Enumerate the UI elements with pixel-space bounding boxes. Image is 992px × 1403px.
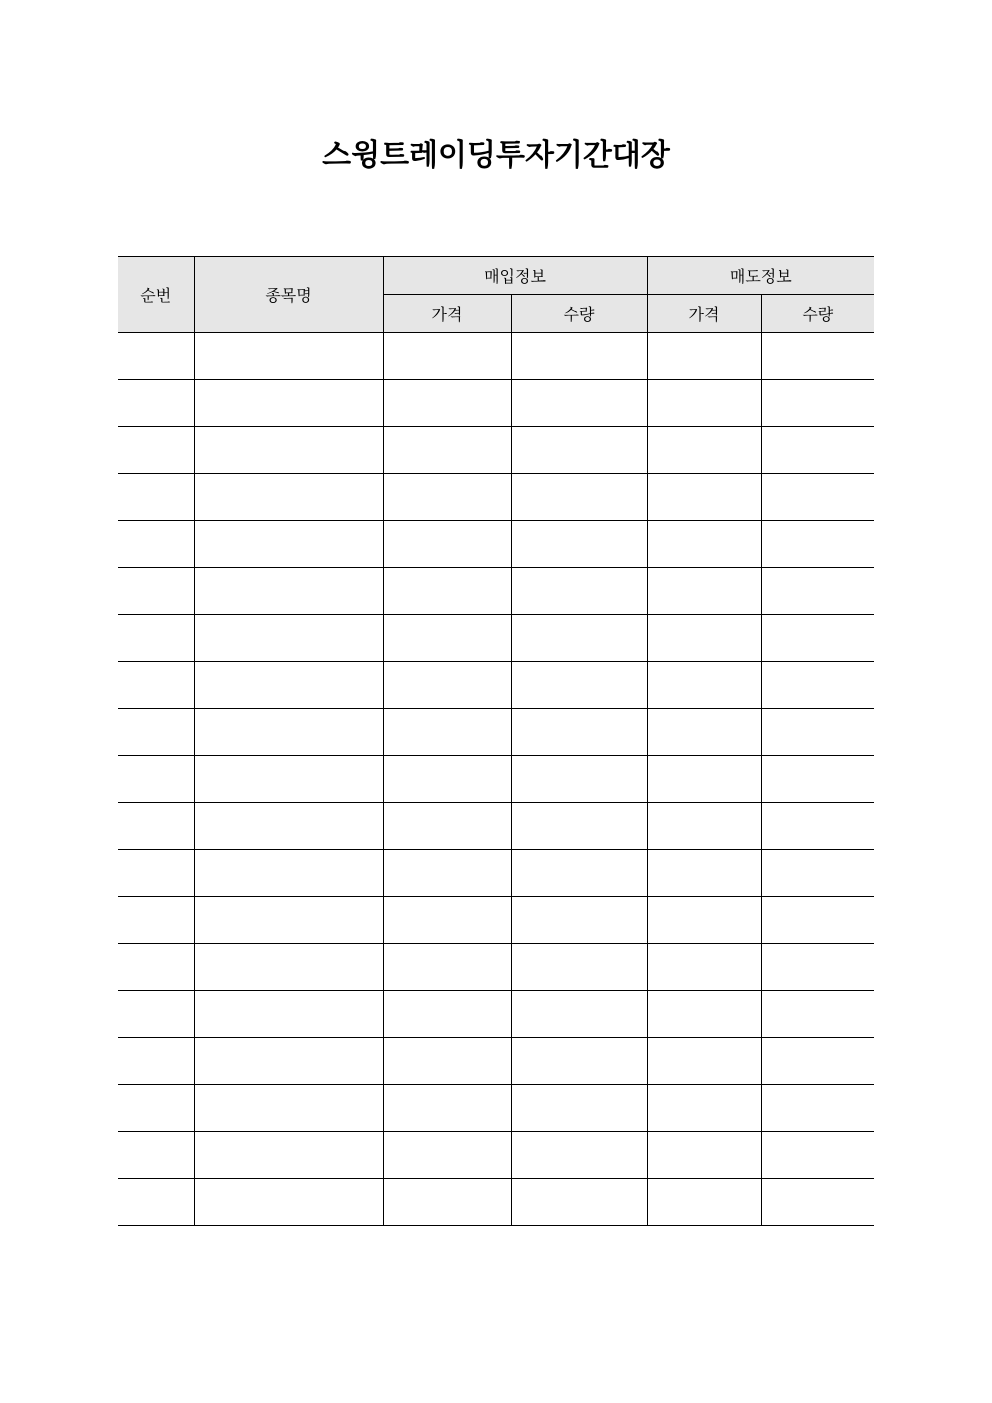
table-row bbox=[118, 568, 874, 615]
document-title: 스윙트레이딩투자기간대장 bbox=[322, 138, 670, 173]
header-row-group bbox=[118, 257, 874, 295]
header-buy-info: 매입정보 bbox=[383, 257, 647, 295]
cell-sell-price[interactable] bbox=[647, 803, 761, 850]
header-buy-price: 가격 bbox=[383, 295, 511, 333]
cell-seq[interactable] bbox=[118, 615, 194, 662]
cell-sell-price[interactable] bbox=[647, 1085, 761, 1132]
trading-ledger-table bbox=[118, 256, 874, 1226]
table-row bbox=[118, 991, 874, 1038]
cell-buy-price[interactable] bbox=[383, 615, 511, 662]
table-row bbox=[118, 756, 874, 803]
cell-buy-qty[interactable] bbox=[511, 944, 647, 991]
cell-buy-price[interactable] bbox=[383, 709, 511, 756]
cell-seq[interactable] bbox=[118, 1085, 194, 1132]
cell-sell-qty[interactable] bbox=[761, 615, 874, 662]
cell-item-name[interactable] bbox=[194, 709, 383, 756]
header-item-name: 종목명 bbox=[194, 257, 383, 333]
cell-sell-qty[interactable] bbox=[761, 380, 874, 427]
header-buy-qty: 수량 bbox=[511, 295, 647, 333]
cell-buy-qty[interactable] bbox=[511, 709, 647, 756]
cell-buy-price[interactable] bbox=[383, 568, 511, 615]
cell-item-name[interactable] bbox=[194, 1179, 383, 1226]
header-seq: 순번 bbox=[118, 257, 194, 333]
cell-buy-qty[interactable] bbox=[511, 803, 647, 850]
cell-item-name[interactable] bbox=[194, 474, 383, 521]
cell-sell-qty[interactable] bbox=[761, 1179, 874, 1226]
cell-buy-qty[interactable] bbox=[511, 380, 647, 427]
cell-sell-price[interactable] bbox=[647, 521, 761, 568]
cell-buy-qty[interactable] bbox=[511, 662, 647, 709]
cell-seq[interactable] bbox=[118, 991, 194, 1038]
cell-buy-qty[interactable] bbox=[511, 427, 647, 474]
table-row bbox=[118, 709, 874, 756]
cell-sell-qty[interactable] bbox=[761, 333, 874, 380]
cell-buy-price[interactable] bbox=[383, 333, 511, 380]
cell-item-name[interactable] bbox=[194, 1038, 383, 1085]
table-row bbox=[118, 1132, 874, 1179]
cell-sell-qty[interactable] bbox=[761, 1038, 874, 1085]
cell-sell-price[interactable] bbox=[647, 897, 761, 944]
table-row bbox=[118, 1179, 874, 1226]
cell-seq[interactable] bbox=[118, 850, 194, 897]
cell-item-name[interactable] bbox=[194, 944, 383, 991]
cell-seq[interactable] bbox=[118, 897, 194, 944]
cell-sell-qty[interactable] bbox=[761, 991, 874, 1038]
table-row bbox=[118, 474, 874, 521]
cell-item-name[interactable] bbox=[194, 897, 383, 944]
cell-buy-price[interactable] bbox=[383, 380, 511, 427]
cell-sell-price[interactable] bbox=[647, 380, 761, 427]
table-row bbox=[118, 380, 874, 427]
cell-buy-qty[interactable] bbox=[511, 756, 647, 803]
cell-item-name[interactable] bbox=[194, 991, 383, 1038]
cell-buy-price[interactable] bbox=[383, 474, 511, 521]
cell-buy-price[interactable] bbox=[383, 1085, 511, 1132]
cell-buy-qty[interactable] bbox=[511, 474, 647, 521]
cell-item-name[interactable] bbox=[194, 803, 383, 850]
cell-item-name[interactable] bbox=[194, 850, 383, 897]
cell-sell-price[interactable] bbox=[647, 1179, 761, 1226]
cell-buy-qty[interactable] bbox=[511, 991, 647, 1038]
header-sell-qty: 수량 bbox=[761, 295, 874, 333]
cell-buy-qty[interactable] bbox=[511, 333, 647, 380]
cell-seq[interactable] bbox=[118, 427, 194, 474]
cell-item-name[interactable] bbox=[194, 333, 383, 380]
cell-seq[interactable] bbox=[118, 1179, 194, 1226]
table-row bbox=[118, 803, 874, 850]
cell-buy-price[interactable] bbox=[383, 850, 511, 897]
cell-seq[interactable] bbox=[118, 1132, 194, 1179]
cell-seq[interactable] bbox=[118, 568, 194, 615]
cell-item-name[interactable] bbox=[194, 568, 383, 615]
cell-sell-price[interactable] bbox=[647, 474, 761, 521]
cell-sell-price[interactable] bbox=[647, 709, 761, 756]
cell-sell-qty[interactable] bbox=[761, 803, 874, 850]
cell-seq[interactable] bbox=[118, 521, 194, 568]
cell-buy-qty[interactable] bbox=[511, 1179, 647, 1226]
table-row bbox=[118, 427, 874, 474]
cell-sell-price[interactable] bbox=[647, 1038, 761, 1085]
table-row bbox=[118, 1038, 874, 1085]
cell-sell-qty[interactable] bbox=[761, 474, 874, 521]
table-row bbox=[118, 944, 874, 991]
cell-sell-price[interactable] bbox=[647, 427, 761, 474]
table-row bbox=[118, 662, 874, 709]
cell-sell-qty[interactable] bbox=[761, 850, 874, 897]
cell-seq[interactable] bbox=[118, 380, 194, 427]
table-row bbox=[118, 897, 874, 944]
cell-seq[interactable] bbox=[118, 709, 194, 756]
table-row bbox=[118, 333, 874, 380]
table-body bbox=[118, 333, 874, 1226]
cell-seq[interactable] bbox=[118, 756, 194, 803]
header-sell-price: 가격 bbox=[647, 295, 761, 333]
cell-buy-qty[interactable] bbox=[511, 850, 647, 897]
cell-buy-price[interactable] bbox=[383, 427, 511, 474]
cell-sell-qty[interactable] bbox=[761, 1132, 874, 1179]
cell-sell-qty[interactable] bbox=[761, 709, 874, 756]
cell-sell-price[interactable] bbox=[647, 568, 761, 615]
cell-sell-price[interactable] bbox=[647, 756, 761, 803]
cell-buy-qty[interactable] bbox=[511, 1132, 647, 1179]
cell-sell-qty[interactable] bbox=[761, 521, 874, 568]
cell-sell-price[interactable] bbox=[647, 991, 761, 1038]
cell-buy-qty[interactable] bbox=[511, 1085, 647, 1132]
cell-buy-qty[interactable] bbox=[511, 615, 647, 662]
cell-buy-price[interactable] bbox=[383, 521, 511, 568]
cell-sell-price[interactable] bbox=[647, 662, 761, 709]
cell-sell-qty[interactable] bbox=[761, 568, 874, 615]
cell-item-name[interactable] bbox=[194, 427, 383, 474]
cell-buy-price[interactable] bbox=[383, 944, 511, 991]
cell-item-name[interactable] bbox=[194, 1085, 383, 1132]
cell-sell-price[interactable] bbox=[647, 333, 761, 380]
table-row bbox=[118, 850, 874, 897]
table-row bbox=[118, 521, 874, 568]
cell-seq[interactable] bbox=[118, 944, 194, 991]
cell-sell-price[interactable] bbox=[647, 944, 761, 991]
cell-buy-price[interactable] bbox=[383, 662, 511, 709]
cell-buy-price[interactable] bbox=[383, 1132, 511, 1179]
cell-sell-qty[interactable] bbox=[761, 427, 874, 474]
header-sell-info: 매도정보 bbox=[647, 257, 874, 295]
cell-buy-price[interactable] bbox=[383, 803, 511, 850]
cell-sell-qty[interactable] bbox=[761, 1085, 874, 1132]
cell-buy-qty[interactable] bbox=[511, 1038, 647, 1085]
cell-seq[interactable] bbox=[118, 1038, 194, 1085]
cell-buy-price[interactable] bbox=[383, 1038, 511, 1085]
cell-buy-price[interactable] bbox=[383, 991, 511, 1038]
cell-item-name[interactable] bbox=[194, 615, 383, 662]
cell-buy-price[interactable] bbox=[383, 897, 511, 944]
cell-item-name[interactable] bbox=[194, 756, 383, 803]
cell-sell-qty[interactable] bbox=[761, 897, 874, 944]
cell-buy-qty[interactable] bbox=[511, 897, 647, 944]
cell-item-name[interactable] bbox=[194, 662, 383, 709]
cell-sell-price[interactable] bbox=[647, 850, 761, 897]
cell-item-name[interactable] bbox=[194, 1132, 383, 1179]
cell-sell-qty[interactable] bbox=[761, 944, 874, 991]
table-row bbox=[118, 1085, 874, 1132]
cell-item-name[interactable] bbox=[194, 521, 383, 568]
cell-buy-qty[interactable] bbox=[511, 521, 647, 568]
cell-sell-qty[interactable] bbox=[761, 662, 874, 709]
cell-buy-price[interactable] bbox=[383, 1179, 511, 1226]
table-header bbox=[118, 257, 874, 333]
cell-seq[interactable] bbox=[118, 474, 194, 521]
cell-seq[interactable] bbox=[118, 662, 194, 709]
table-row bbox=[118, 615, 874, 662]
cell-sell-qty[interactable] bbox=[761, 756, 874, 803]
cell-sell-price[interactable] bbox=[647, 615, 761, 662]
cell-buy-qty[interactable] bbox=[511, 568, 647, 615]
cell-seq[interactable] bbox=[118, 803, 194, 850]
cell-seq[interactable] bbox=[118, 333, 194, 380]
cell-sell-price[interactable] bbox=[647, 1132, 761, 1179]
cell-item-name[interactable] bbox=[194, 380, 383, 427]
cell-buy-price[interactable] bbox=[383, 756, 511, 803]
